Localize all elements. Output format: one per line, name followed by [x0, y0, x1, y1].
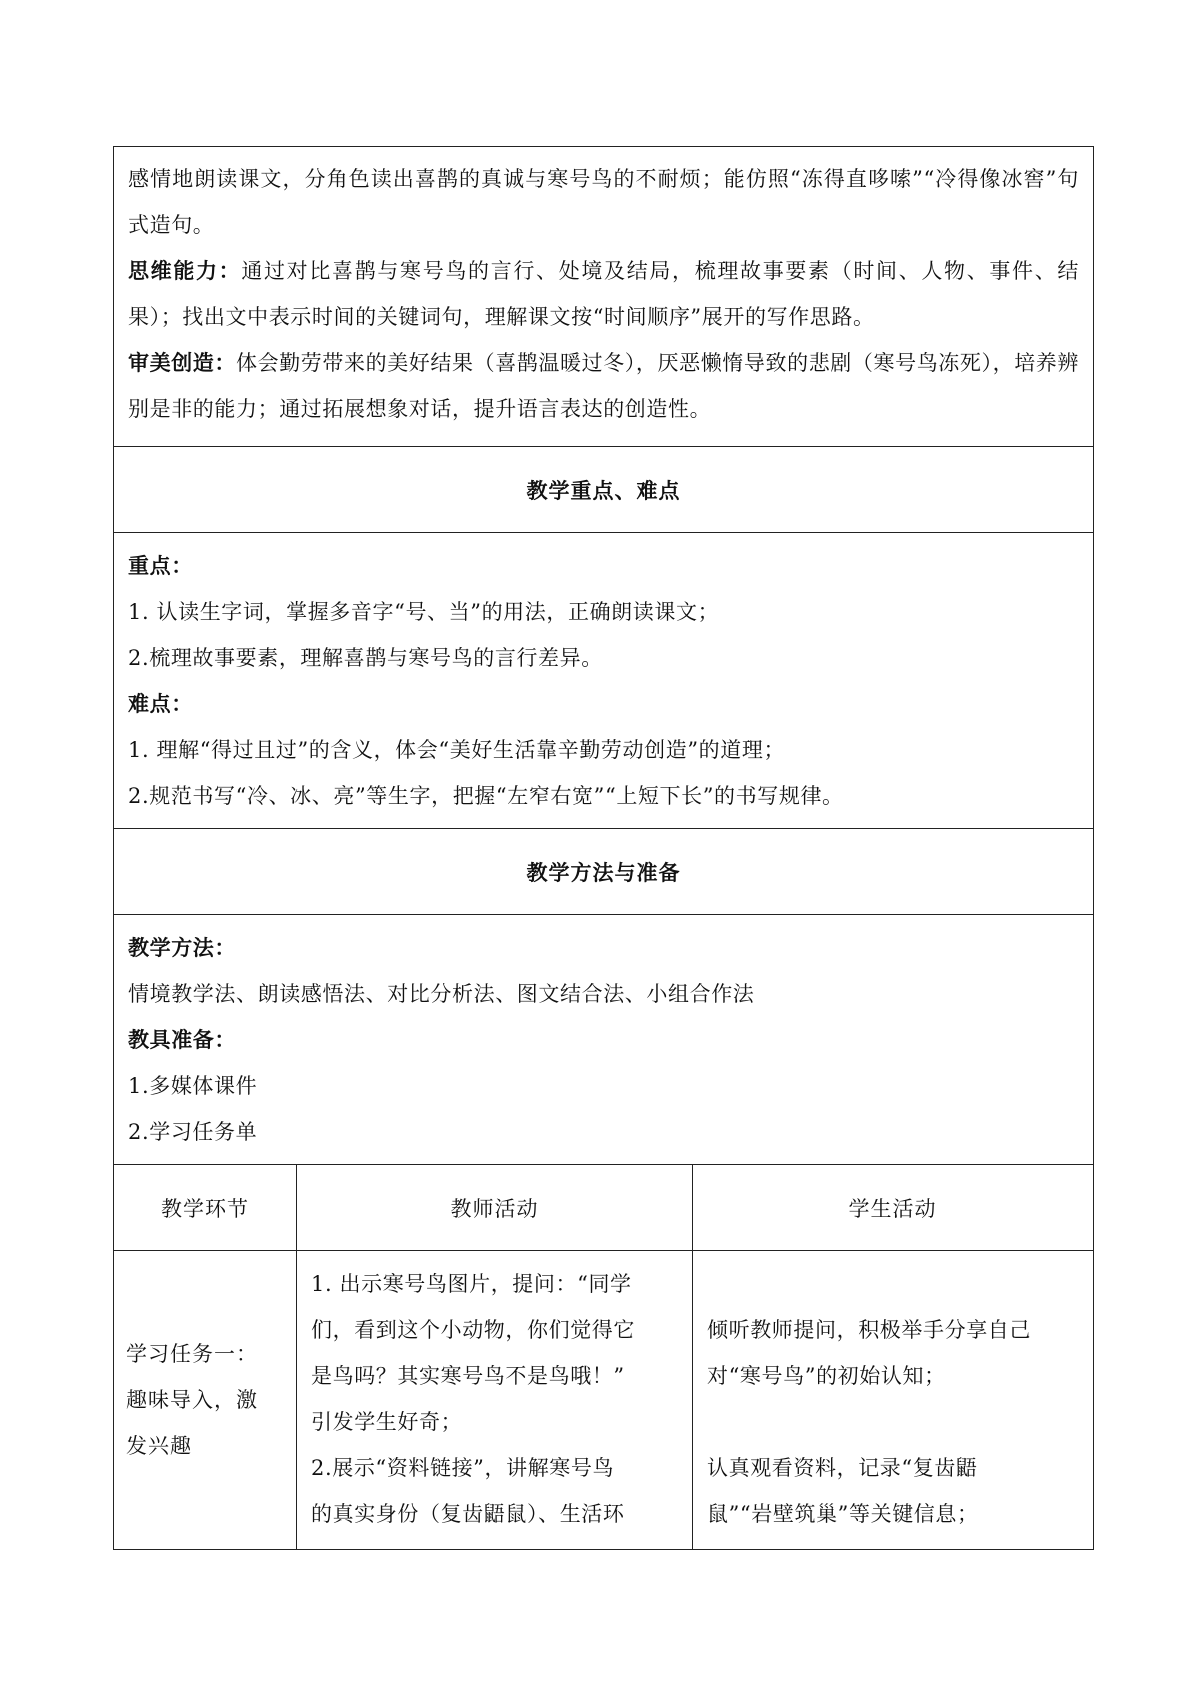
header-student-activity: 学生活动 [848, 1196, 937, 1221]
teacher-line-5: 2.展示“资料链接”，讲解寒号鸟 [311, 1456, 615, 1480]
difficulty-item-2: 2.规范书写“冷、冰、亮”等生字，把握“左窄右宽”“上短下长”的书写规律。 [128, 784, 844, 808]
aesthetic-creation-paragraph [128, 340, 1079, 432]
teacher-line-4: 引发学生好奇； [311, 1410, 463, 1434]
teacher-line-3: 是鸟吗？其实寒号鸟不是鸟哦！” [311, 1364, 625, 1388]
teaching-aids-label: 教具准备： [128, 1027, 236, 1052]
teaching-methods-text: 情境教学法、朗读感悟法、对比分析法、图文结合法、小组合作法 [128, 982, 755, 1006]
goals-continuation-text: 感情地朗读课文，分角色读出喜鹊的真诚与寒号鸟的不耐烦；能仿照“冻得直哆嗦”“冷得像冰窖”句式造句。 [128, 167, 1079, 237]
task-line-2: 趣味导入，激 [126, 1388, 258, 1412]
key-difficult-points-heading: 教学重点、难点 [114, 447, 1093, 533]
activity-table-row [114, 1251, 1093, 1549]
task-line-3: 发兴趣 [126, 1434, 192, 1458]
focus-item-2: 2.梳理故事要素，理解喜鹊与寒号鸟的言行差异。 [128, 646, 603, 670]
task-stage-cell [114, 1251, 297, 1549]
aesthetic-creation-label: 审美创造： [128, 350, 236, 375]
aesthetic-creation-text: 体会勤劳带来的美好结果（喜鹊温暖过冬），厌恶懒惰导致的悲剧（寒号鸟冻死），培养辨别是非的能力；通过拓展想象对话，提升语言表达的创造性。 [128, 351, 1079, 421]
focus-item-1: 1. 认读生字词，掌握多音字“号、当”的用法，正确朗读课文； [128, 600, 720, 624]
student-line-a1: 倾听教师提问，积极举手分享自己 [707, 1318, 1031, 1342]
student-line-b2: 鼠”“岩壁筑巢”等关键信息； [707, 1502, 979, 1526]
activity-table-header-row [114, 1165, 1093, 1251]
student-line-b1: 认真观看资料，记录“复齿鼯 [707, 1456, 978, 1480]
teacher-line-6: 的真实身份（复齿鼯鼠）、生活环 [311, 1502, 625, 1526]
student-line-a2: 对“寒号鸟”的初始认知； [707, 1364, 946, 1388]
difficulty-item-1: 1. 理解“得过且过”的含义，体会“美好生活靠辛勤劳动创造”的道理； [128, 738, 786, 762]
lesson-plan-table [113, 146, 1094, 1550]
teacher-line-1: 1. 出示寒号鸟图片，提问：“同学 [311, 1272, 632, 1296]
student-spacer [707, 1399, 1078, 1445]
methods-preparation-heading: 教学方法与准备 [114, 829, 1093, 915]
task-line-1: 学习任务一： [126, 1342, 258, 1366]
teaching-aid-item-2: 2.学习任务单 [128, 1120, 258, 1144]
thinking-ability-text: 通过对比喜鹊与寒号鸟的言行、处境及结局，梳理故事要素（时间、人物、事件、结果）；找出文中表示时间的关键词句，理解课文按“时间顺序”展开的写作思路。 [128, 259, 1079, 329]
teacher-activity-cell [297, 1251, 693, 1549]
header-teacher-activity: 教师活动 [297, 1165, 693, 1250]
thinking-ability-paragraph [128, 248, 1079, 340]
learning-goals-section [114, 147, 1093, 447]
header-teaching-stage: 教学环节 [114, 1165, 297, 1250]
thinking-ability-label: 思维能力： [128, 258, 242, 283]
teacher-line-2: 们，看到这个小动物，你们觉得它 [311, 1318, 635, 1342]
teaching-methods-label: 教学方法： [128, 935, 236, 960]
difficulty-label: 难点： [128, 691, 193, 716]
task-stage-text [126, 1331, 258, 1469]
focus-label: 重点： [128, 553, 193, 578]
student-activity-cell [693, 1251, 1092, 1549]
teaching-aid-item-1: 1.多媒体课件 [128, 1074, 258, 1098]
methods-preparation-section [114, 915, 1093, 1165]
key-difficult-points-section [114, 533, 1093, 829]
